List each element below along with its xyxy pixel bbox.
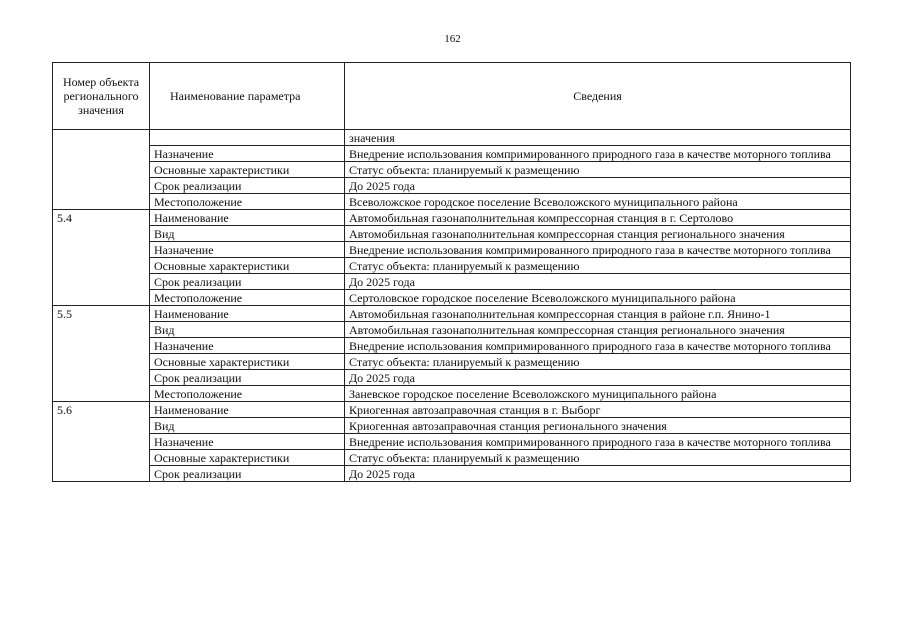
parameter-name-cell: Наименование bbox=[150, 306, 345, 322]
table-row bbox=[53, 306, 851, 322]
object-number-cell bbox=[53, 194, 150, 210]
parameter-value-cell: До 2025 года bbox=[345, 370, 851, 386]
header-parameter-name: Наименование параметра bbox=[150, 63, 345, 130]
table-row bbox=[53, 146, 851, 162]
table-row bbox=[53, 274, 851, 290]
parameter-value-cell: Внедрение использования компримированного природного газа в качестве моторного топлива bbox=[345, 146, 851, 162]
object-number-cell bbox=[53, 338, 150, 354]
object-number-cell bbox=[53, 178, 150, 194]
object-number-cell bbox=[53, 290, 150, 306]
parameter-name-cell: Основные характеристики bbox=[150, 450, 345, 466]
object-number-cell bbox=[53, 146, 150, 162]
object-number-cell bbox=[53, 466, 150, 482]
object-number-cell bbox=[53, 322, 150, 338]
table-row bbox=[53, 370, 851, 386]
table-row bbox=[53, 402, 851, 418]
parameter-value-cell: Внедрение использования компримированного природного газа в качестве моторного топлива bbox=[345, 338, 851, 354]
parameter-name-cell: Срок реализации bbox=[150, 274, 345, 290]
parameter-value-cell: Заневское городское поселение Всеволожского муниципального района bbox=[345, 386, 851, 402]
parameter-name-cell: Местоположение bbox=[150, 386, 345, 402]
parameter-value-cell: Внедрение использования компримированного природного газа в качестве моторного топлива bbox=[345, 434, 851, 450]
parameter-value-cell: Сертоловское городское поселение Всеволожского муниципального района bbox=[345, 290, 851, 306]
parameter-name-cell: Вид bbox=[150, 418, 345, 434]
object-number-cell bbox=[53, 370, 150, 386]
table-row bbox=[53, 162, 851, 178]
parameter-value-cell: До 2025 года bbox=[345, 178, 851, 194]
parameter-value-cell: Автомобильная газонаполнительная компрессорная станция регионального значения bbox=[345, 226, 851, 242]
object-number-cell bbox=[53, 418, 150, 434]
table-row bbox=[53, 290, 851, 306]
object-number-cell bbox=[53, 386, 150, 402]
object-number-cell bbox=[53, 226, 150, 242]
parameter-name-cell: Срок реализации bbox=[150, 370, 345, 386]
parameter-value-cell: Статус объекта: планируемый к размещению bbox=[345, 354, 851, 370]
table-row bbox=[53, 434, 851, 450]
object-number-cell bbox=[53, 274, 150, 290]
object-number-cell bbox=[53, 258, 150, 274]
parameter-name-cell: Срок реализации bbox=[150, 178, 345, 194]
table-row bbox=[53, 466, 851, 482]
object-number-cell bbox=[53, 354, 150, 370]
object-number-cell bbox=[53, 162, 150, 178]
parameter-value-cell: Всеволожское городское поселение Всеволожского муниципального района bbox=[345, 194, 851, 210]
parameter-name-cell: Наименование bbox=[150, 210, 345, 226]
table-row bbox=[53, 386, 851, 402]
table-row bbox=[53, 322, 851, 338]
object-number-cell bbox=[53, 242, 150, 258]
table-row bbox=[53, 130, 851, 146]
object-number-cell: 5.4 bbox=[53, 210, 150, 226]
parameter-value-cell: До 2025 года bbox=[345, 274, 851, 290]
object-number-cell bbox=[53, 434, 150, 450]
parameter-name-cell: Наименование bbox=[150, 402, 345, 418]
parameter-name-cell: Срок реализации bbox=[150, 466, 345, 482]
parameter-value-cell: Статус объекта: планируемый к размещению bbox=[345, 162, 851, 178]
table-row bbox=[53, 194, 851, 210]
parameter-name-cell bbox=[150, 130, 345, 146]
table-row bbox=[53, 338, 851, 354]
table-row bbox=[53, 258, 851, 274]
parameter-name-cell: Назначение bbox=[150, 338, 345, 354]
page-number: 162 bbox=[444, 33, 461, 45]
table-header-row bbox=[53, 63, 851, 130]
table-row bbox=[53, 242, 851, 258]
object-number-cell bbox=[53, 130, 150, 146]
parameter-value-cell: Криогенная автозаправочная станция регионального значения bbox=[345, 418, 851, 434]
parameter-value-cell: Автомобильная газонаполнительная компрессорная станция в г. Сертолово bbox=[345, 210, 851, 226]
parameter-name-cell: Местоположение bbox=[150, 194, 345, 210]
parameter-value-cell: Статус объекта: планируемый к размещению bbox=[345, 258, 851, 274]
parameter-name-cell: Вид bbox=[150, 322, 345, 338]
parameter-value-cell: Автомобильная газонаполнительная компрессорная станция регионального значения bbox=[345, 322, 851, 338]
header-info: Сведения bbox=[345, 63, 851, 130]
table-row bbox=[53, 418, 851, 434]
parameter-name-cell: Назначение bbox=[150, 434, 345, 450]
table-row bbox=[53, 178, 851, 194]
parameter-name-cell: Местоположение bbox=[150, 290, 345, 306]
table-row bbox=[53, 354, 851, 370]
parameter-value-cell: значения bbox=[345, 130, 851, 146]
object-number-cell: 5.6 bbox=[53, 402, 150, 418]
table-row bbox=[53, 226, 851, 242]
parameter-value-cell: Криогенная автозаправочная станция в г. Выборг bbox=[345, 402, 851, 418]
parameter-name-cell: Основные характеристики bbox=[150, 258, 345, 274]
object-number-cell bbox=[53, 450, 150, 466]
parameter-name-cell: Назначение bbox=[150, 242, 345, 258]
parameter-value-cell: Внедрение использования компримированного природного газа в качестве моторного топлива bbox=[345, 242, 851, 258]
parameter-value-cell: Автомобильная газонаполнительная компрессорная станция в районе г.п. Янино-1 bbox=[345, 306, 851, 322]
parameter-value-cell: До 2025 года bbox=[345, 466, 851, 482]
parameter-name-cell: Основные характеристики bbox=[150, 354, 345, 370]
table-row bbox=[53, 210, 851, 226]
parameter-name-cell: Вид bbox=[150, 226, 345, 242]
header-object-number: Номер объекта регионального значения bbox=[53, 63, 150, 130]
object-number-cell: 5.5 bbox=[53, 306, 150, 322]
parameter-name-cell: Основные характеристики bbox=[150, 162, 345, 178]
parameters-table bbox=[52, 62, 851, 482]
parameter-value-cell: Статус объекта: планируемый к размещению bbox=[345, 450, 851, 466]
table-body bbox=[53, 130, 851, 482]
table-row bbox=[53, 450, 851, 466]
parameter-name-cell: Назначение bbox=[150, 146, 345, 162]
